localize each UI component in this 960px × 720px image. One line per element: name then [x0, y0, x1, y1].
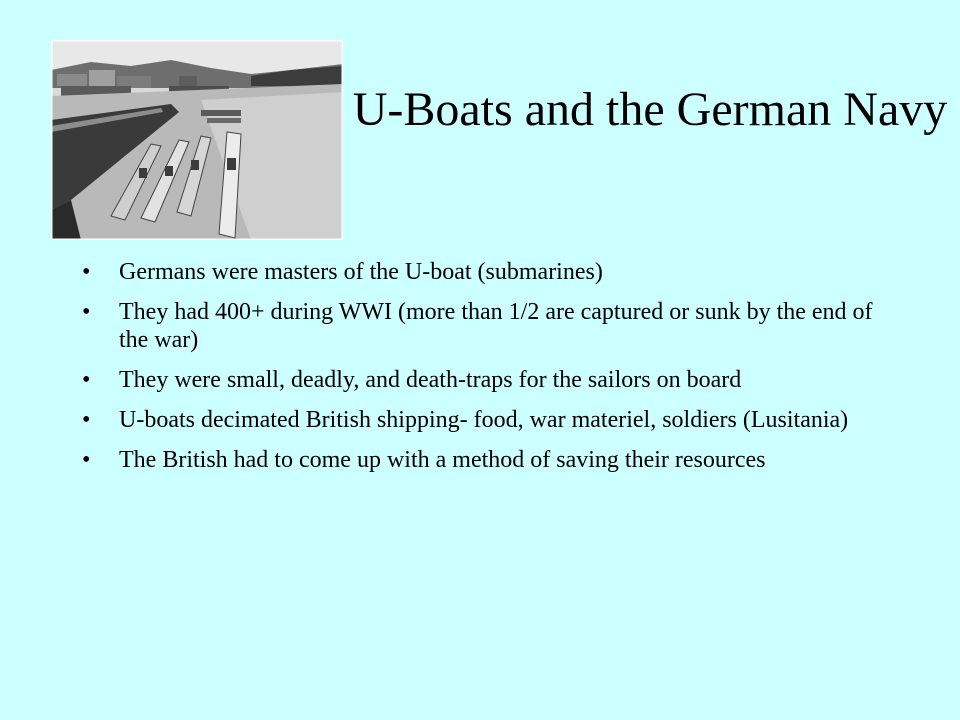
bullet-icon: • [82, 407, 91, 433]
bullet-text: They were small, deadly, and death-traps for the sailors on board [119, 367, 742, 393]
bullet-icon: • [82, 367, 91, 393]
bullet-icon: • [82, 447, 91, 473]
bullet-icon: • [82, 299, 91, 325]
bullet-item [82, 446, 882, 474]
bullet-item [82, 366, 882, 394]
bullet-text: U-boats decimated British shipping- food, war materiel, soldiers (Lusitania) [119, 407, 849, 433]
bullet-text: Germans were masters of the U-boat (submarines) [119, 259, 603, 285]
bullet-item [82, 298, 882, 354]
bullet-text: The British had to come up with a method of saving their resources [119, 447, 766, 473]
uboats-harbor-photo [51, 40, 343, 240]
harbor-photo-icon [51, 40, 343, 240]
bullet-icon: • [82, 259, 91, 285]
bullet-item [82, 258, 882, 286]
slide-title: U-Boats and the German Navy [352, 83, 948, 136]
bullet-list [82, 258, 882, 486]
bullet-item [82, 406, 882, 434]
bullet-text: They had 400+ during WWI (more than 1/2 are captured or sunk by the end of the war) [119, 299, 873, 353]
